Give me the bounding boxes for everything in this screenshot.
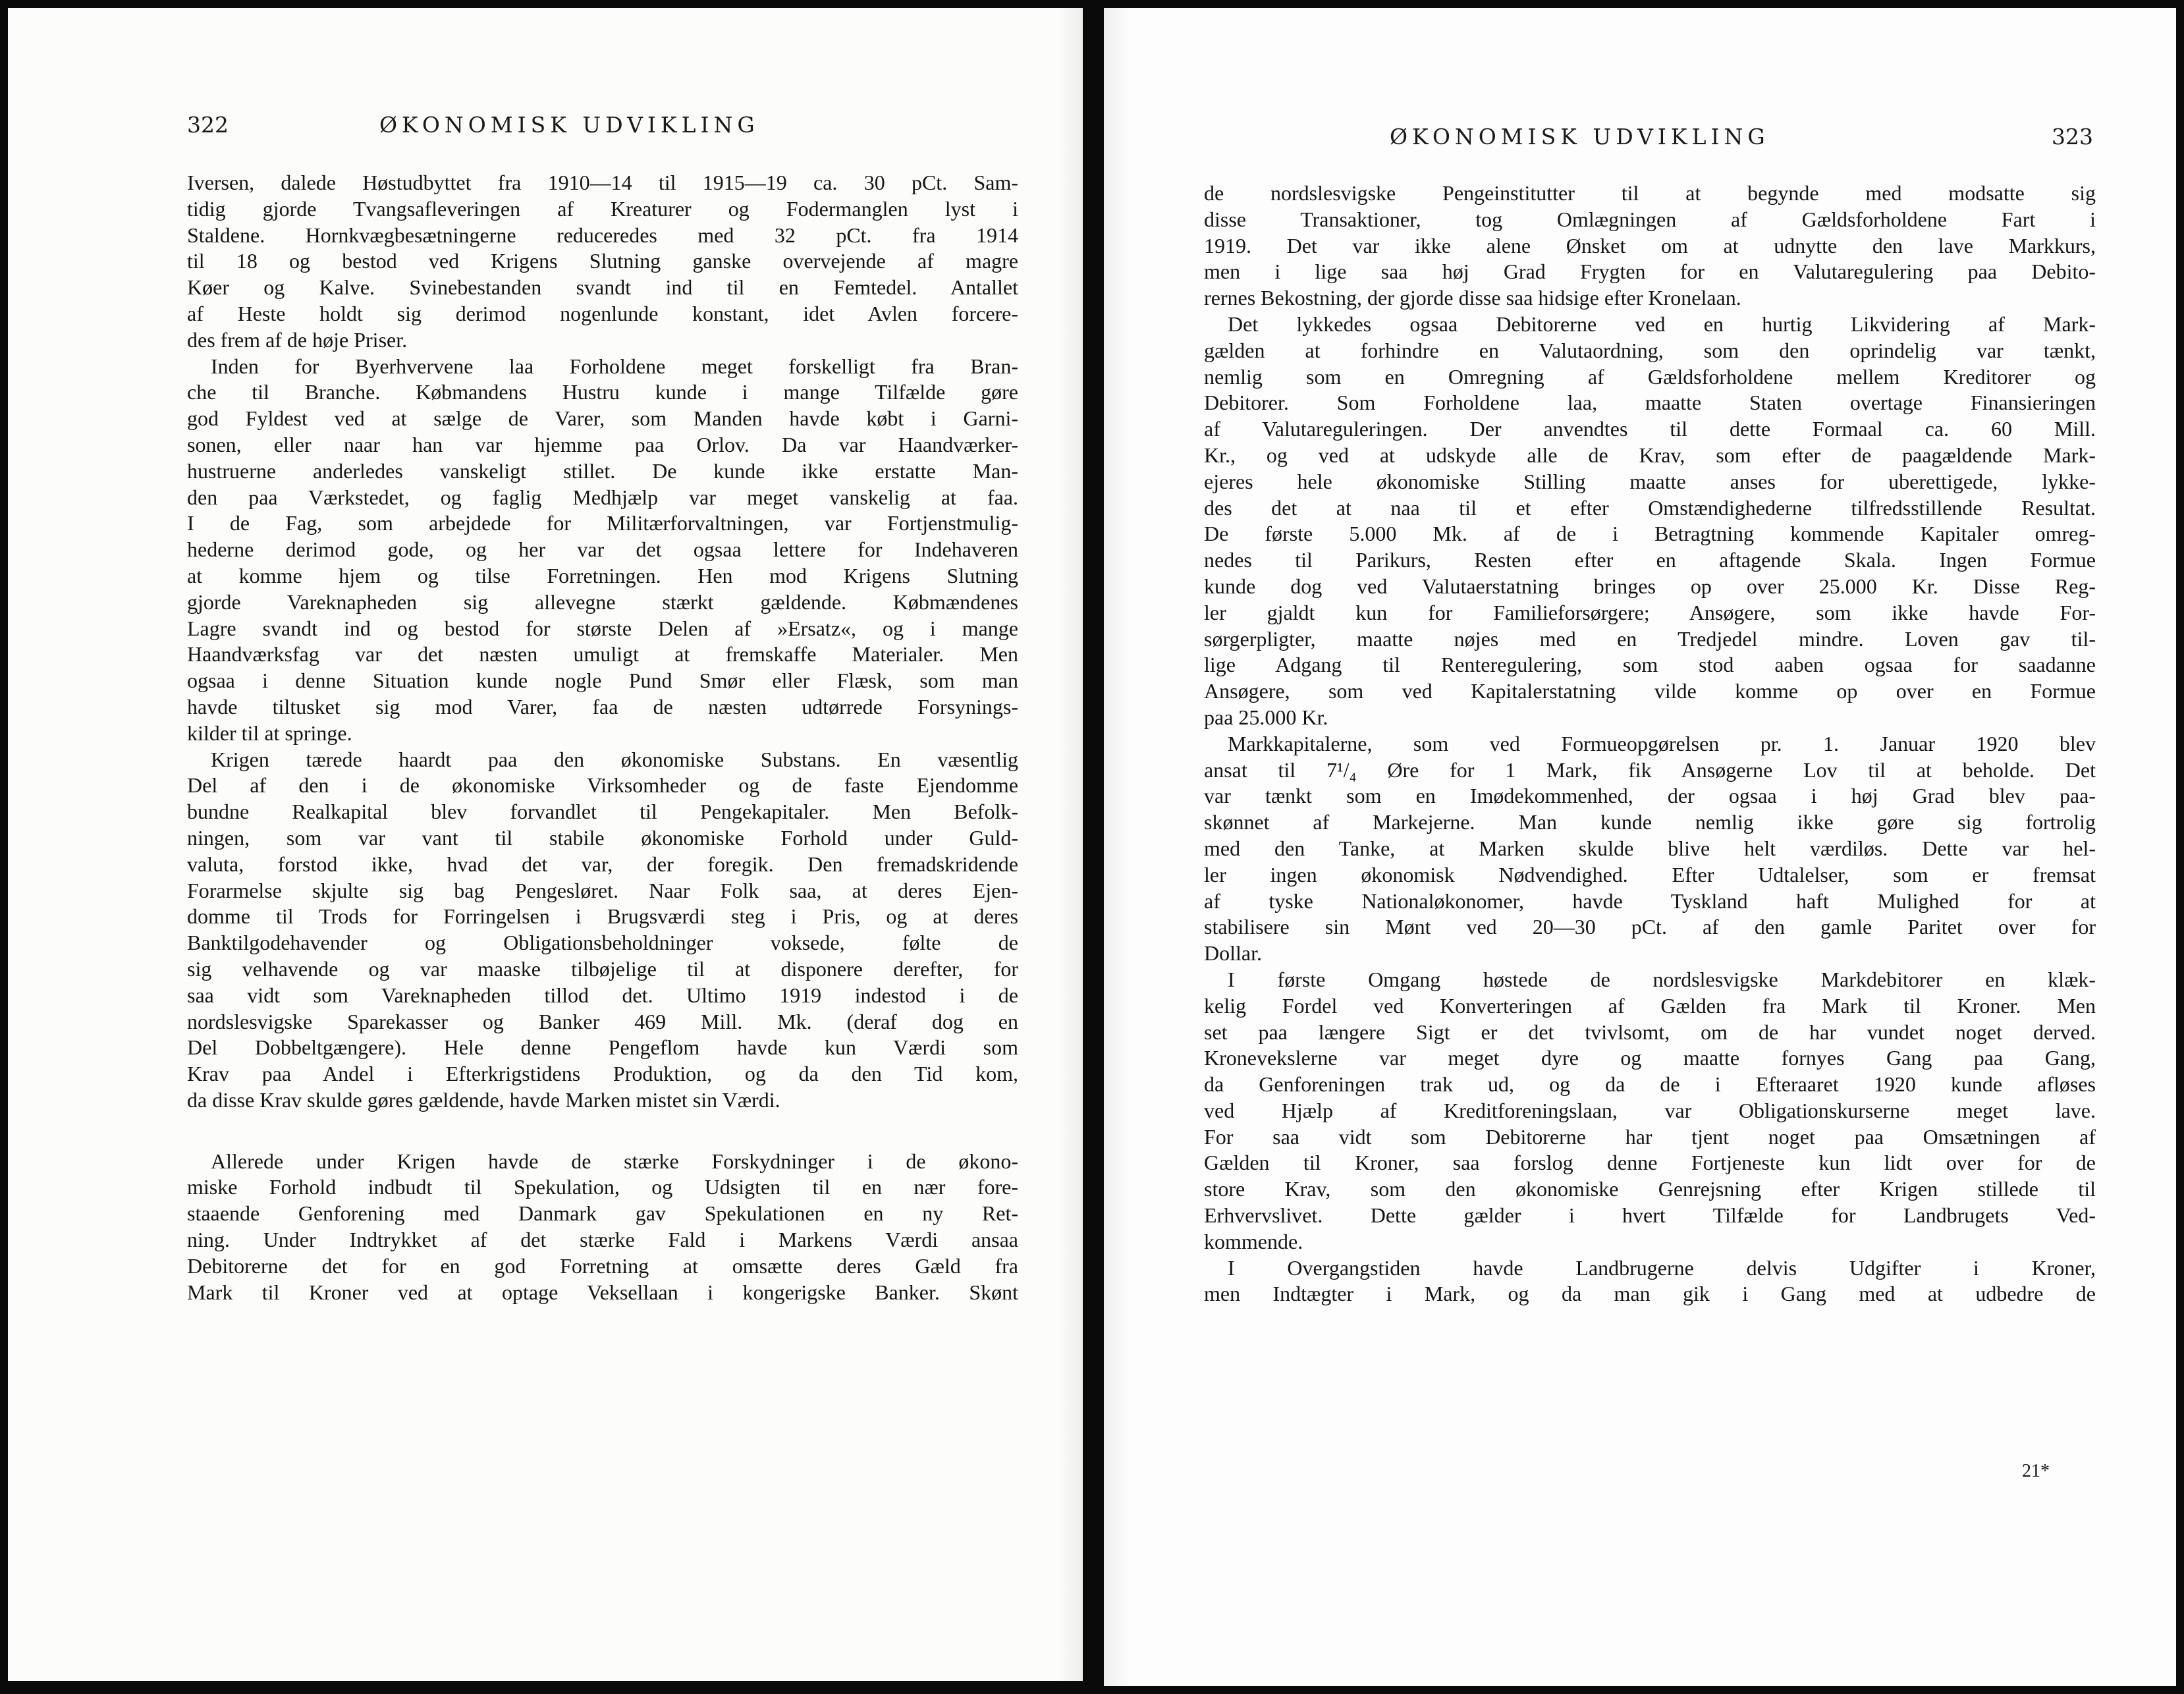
page-number: 322 bbox=[187, 112, 229, 138]
text-line: miske Forhold indbudt til Spekulation, og Udsigten til en nær fore- bbox=[187, 1175, 1018, 1199]
body-text bbox=[187, 170, 1018, 1305]
text-line: staaende Genforening med Danmark gav Spekulationen en ny Ret- bbox=[187, 1201, 1018, 1226]
text-line: af Heste holdt sig derimod nogenlunde konstant, idet Avlen forcere- bbox=[187, 301, 1018, 325]
running-title: ØKONOMISK UDVIKLING bbox=[1390, 124, 1770, 150]
text-line: Del af den i de økonomiske Virksomheder og de faste Ejendomme bbox=[187, 773, 1018, 798]
text-line: god Fyldest ved at sælge de Varer, som Manden havde købt i Garni- bbox=[187, 406, 1018, 431]
text-line: Iversen, dalede Høstudbyttet fra 1910—14 til 1915—19 ca. 30 pCt. Sam- bbox=[187, 171, 1018, 194]
text-line: men Indtægter i Mark, og da man gik i Gang med at udbedre de bbox=[1204, 1282, 2096, 1306]
text-line: saa vidt som Vareknapheden tillod det. Ultimo 1919 indestod i de bbox=[187, 983, 1018, 1007]
text-line: skønnet af Markejerne. Man kunde nemlig ikke gøre sig fortrolig bbox=[1204, 810, 2096, 834]
text-line: store Krav, som den økonomiske Genrejsning efter Krigen stillede til bbox=[1204, 1177, 2096, 1201]
text-line: sig velhavende og var maaske tilbøjelige til at disponere derefter, for bbox=[187, 956, 1018, 981]
text-line: Det lykkedes ogsaa Debitorerne ved en hurtig Likvidering af Mark- bbox=[1228, 312, 2096, 336]
text-line: den paa Værkstedet, og faglig Medhjælp var meget vanskelig at faa. bbox=[187, 485, 1018, 509]
text-line: havde tiltusket sig mod Varer, faa de næsten udtørrede Forsynings- bbox=[187, 694, 1018, 719]
running-title: ØKONOMISK UDVIKLING bbox=[379, 112, 759, 138]
text-line: set paa længere Sigt er det tvivlsomt, om de har vundet noget derved. bbox=[1204, 1020, 2096, 1044]
text-line: kilder til at springe. bbox=[187, 721, 352, 745]
text-line: ningen, som var vant til stabile økonomiske Forhold under Guld- bbox=[187, 825, 1018, 850]
signature-mark: 21* bbox=[2022, 1461, 2050, 1481]
text-line: med den Tanke, at Marken skulde blive helt værdiløs. Dette var hel- bbox=[1204, 836, 2096, 860]
right-page bbox=[1104, 8, 2176, 1686]
text-line: ler gjaldt kun for Familieforsørgere; Ansøgere, som ikke havde For- bbox=[1204, 600, 2096, 624]
text-line: lige Adgang til Renteregulering, som stod aaben ogsaa for saadanne bbox=[1204, 653, 2096, 677]
page-header bbox=[187, 112, 1018, 145]
text-line: kelig Fordel ved Konverteringen af Gælden fra Mark til Kroner. Men bbox=[1204, 993, 2096, 1018]
text-line: de nordslesvigske Pengeinstitutter til at begynde med modsatte sig bbox=[1204, 181, 2096, 205]
text-line: af Valutareguleringen. Der anvendtes til dette Formaal ca. 60 Mill. bbox=[1204, 417, 2096, 441]
text-line: nemlig som en Omregning af Gældsforholdene mellem Kreditorer og bbox=[1204, 364, 2096, 389]
text-line: Debitorer. Som Forholdene laa, maatte Staten overtage Finansieringen bbox=[1204, 391, 2096, 415]
text-line: nordslesvigske Sparekasser og Banker 469 Mill. Mk. (deraf dog en bbox=[187, 1009, 1018, 1033]
text-line: che til Branche. Købmandens Hustru kunde i mange Tilfælde gøre bbox=[187, 380, 1018, 404]
text-line: Dollar. bbox=[1204, 941, 1262, 966]
text-line: ved Hjælp af Kreditforeningslaan, var Obligationskurserne meget lave. bbox=[1204, 1098, 2096, 1122]
text-line: til 18 og bestod ved Krigens Slutning ganske overvejende af magre bbox=[187, 249, 1018, 273]
text-line: Kr., og ved at udskyde alle de Krav, som efter de paagældende Mark- bbox=[1204, 443, 2096, 467]
text-line: I de Fag, som arbejdede for Militærforvaltningen, var Fortjenstmulig- bbox=[187, 511, 1018, 535]
text-line: Allerede under Krigen havde de stærke Forskydninger i de økono- bbox=[211, 1149, 1018, 1173]
left-page bbox=[8, 8, 1083, 1681]
page-gutter-shadow bbox=[1056, 8, 1083, 1681]
text-line: da Genforeningen trak ud, og da de i Efteraaret 1920 kunde afløses bbox=[1204, 1072, 2096, 1097]
text-line: Inden for Byerhvervene laa Forholdene meget forskelligt fra Bran- bbox=[211, 354, 1018, 378]
page-header bbox=[1204, 124, 2093, 157]
text-line: var tænkt som en Imødekommenhed, der ogsaa i høj Grad blev paa- bbox=[1204, 784, 2096, 808]
text-line: gjorde Vareknapheden sig allevegne stærkt gældende. Købmændenes bbox=[187, 589, 1018, 614]
text-line: at komme hjem og tilse Forretningen. Hen mod Krigens Slutning bbox=[187, 563, 1018, 587]
text-line: kunde dog ved Valutaerstatning bringes op over 25.000 Kr. Disse Reg- bbox=[1204, 574, 2096, 598]
text-line: Mark til Kroner ved at optage Veksellaan i kongerigske Banker. Skønt bbox=[187, 1280, 1018, 1304]
text-line: domme til Trods for Forringelsen i Brugsværdi steg i Pris, og at deres bbox=[187, 904, 1018, 929]
text-line: Lagre svandt ind og bestod for største Delen af »Ersatz«, og i mange bbox=[187, 616, 1018, 640]
text-line: Erhvervslivet. Dette gælder i hvert Tilfælde for Landbrugets Ved- bbox=[1204, 1203, 2096, 1228]
text-line: gælden at forhindre en Valutaordning, som den oprindelig var tænkt, bbox=[1204, 338, 2096, 362]
text-line: 1919. Det var ikke alene Ønsket om at udnytte den lave Markkurs, bbox=[1204, 233, 2096, 258]
text-line: hustruerne anderledes vanskeligt stillet. De kunde ikke erstatte Man- bbox=[187, 458, 1018, 483]
text-line: hederne derimod gode, og her var det ogsaa lettere for Indehaveren bbox=[187, 537, 1018, 562]
text-line: ler ingen økonomisk Nødvendighed. Efter Udtalelser, som er fremsat bbox=[1204, 862, 2096, 887]
text-line: ogsaa i denne Situation kunde nogle Pund Smør eller Flæsk, som man bbox=[187, 669, 1018, 693]
text-line: des det at naa til et efter Omstændighederne tilfredsstillende Resultat. bbox=[1204, 495, 2096, 520]
text-line: ejeres hele økonomiske Stilling maatte anses for uberettigede, lykke- bbox=[1204, 469, 2096, 493]
text-line: Kronevekslerne var meget dyre og maatte fornyes Gang paa Gang, bbox=[1204, 1046, 2096, 1070]
text-line: Banktilgodehavender og Obligationsbeholdninger voksede, følte de bbox=[187, 931, 1018, 955]
text-line: ning. Under Indtrykket af det stærke Fald i Markens Værdi ansaa bbox=[187, 1228, 1018, 1252]
text-line: Staldene. Hornkvægbesætningerne reduceredes med 32 pCt. fra 1914 bbox=[187, 223, 1018, 247]
text-line: nedes til Parikurs, Resten efter en aftagende Skala. Ingen Formue bbox=[1204, 548, 2096, 572]
text-line: bundne Realkapital blev forvandlet til Pengekapitaler. Men Befolk- bbox=[187, 800, 1018, 824]
text-line: Markkapitalerne, som ved Formueopgørelsen pr. 1. Januar 1920 blev bbox=[1228, 731, 2096, 755]
text-line: da disse Krav skulde gøres gældende, havde Marken mistet sin Værdi. bbox=[187, 1087, 780, 1112]
text-line: Forarmelse skjulte sig bag Pengesløret. Naar Folk saa, at deres Ejen- bbox=[187, 878, 1018, 902]
text-line: I første Omgang høstede de nordslesvigske Markdebitorer en klæk- bbox=[1228, 967, 2096, 991]
text-line: For saa vidt som Debitorerne har tjent noget paa Omsætningen af bbox=[1204, 1124, 2096, 1149]
text-line: Ansøgere, som ved Kapitalerstatning vilde komme op over en Formue bbox=[1204, 679, 2096, 703]
text-line: sørgerpligter, maatte nøjes med en Tredjedel mindre. Loven gav til- bbox=[1204, 626, 2096, 651]
text-line: kommende. bbox=[1204, 1229, 1303, 1253]
text-line: ansat til 7¹/₄ Øre for 1 Mark, fik Ansøgerne Lov til at beholde. Det bbox=[1204, 757, 2096, 782]
page-number: 323 bbox=[2052, 124, 2093, 150]
text-line: disse Transaktioner, tog Omlægningen af Gældsforholdene Fart i bbox=[1204, 207, 2096, 231]
text-line: des frem af de høje Priser. bbox=[187, 327, 408, 352]
text-line: De første 5.000 Mk. af de i Betragtning kommende Kapitaler omreg- bbox=[1204, 522, 2096, 546]
text-line: Haandværksfag var det næsten umuligt at fremskaffe Materialer. Men bbox=[187, 642, 1018, 667]
text-line: Køer og Kalve. Svinebestanden svandt ind til en Femtedel. Antallet bbox=[187, 275, 1018, 300]
text-line: af tyske Nationaløkonomer, havde Tyskland haft Mulighed for at bbox=[1204, 888, 2096, 913]
text-line: Krav paa Andel i Efterkrigstidens Produktion, og da den Tid kom, bbox=[187, 1062, 1018, 1086]
text-line: tidig gjorde Tvangsafleveringen af Kreaturer og Fodermanglen lyst i bbox=[187, 196, 1018, 221]
text-line: paa 25.000 Kr. bbox=[1204, 705, 1328, 729]
page-gutter-shadow bbox=[1104, 8, 1130, 1686]
text-line: men i lige saa høj Grad Frygten for en Valutaregulering paa Debito- bbox=[1204, 260, 2096, 284]
text-line: Krigen tærede haardt paa den økonomiske Substans. En væsentlig bbox=[211, 747, 1018, 771]
text-line: stabilisere sin Mønt ved 20—30 pCt. af den gamle Paritet over for bbox=[1204, 915, 2096, 939]
text-line: rernes Bekostning, der gjorde disse saa hidsige efter Kronelaan. bbox=[1204, 286, 1741, 310]
text-line: Gælden til Kroner, saa forslog denne Fortjeneste kun lidt over for de bbox=[1204, 1151, 2096, 1175]
text-line: Del Dobbeltgængere). Hele denne Pengeflom havde kun Værdi som bbox=[187, 1035, 1018, 1060]
text-line: I Overgangstiden havde Landbrugerne delvis Udgifter i Kroner, bbox=[1228, 1255, 2096, 1280]
body-text bbox=[1204, 180, 2096, 1307]
text-line: sonen, eller naar han var hjemme paa Orlov. Da var Haandværker- bbox=[187, 432, 1018, 456]
text-line: Debitorerne det for en god Forretning at omsætte deres Gæld fra bbox=[187, 1253, 1018, 1278]
text-line: valuta, forstod ikke, hvad det var, der foregik. Den fremadskridende bbox=[187, 852, 1018, 876]
section-break bbox=[187, 1114, 1018, 1149]
